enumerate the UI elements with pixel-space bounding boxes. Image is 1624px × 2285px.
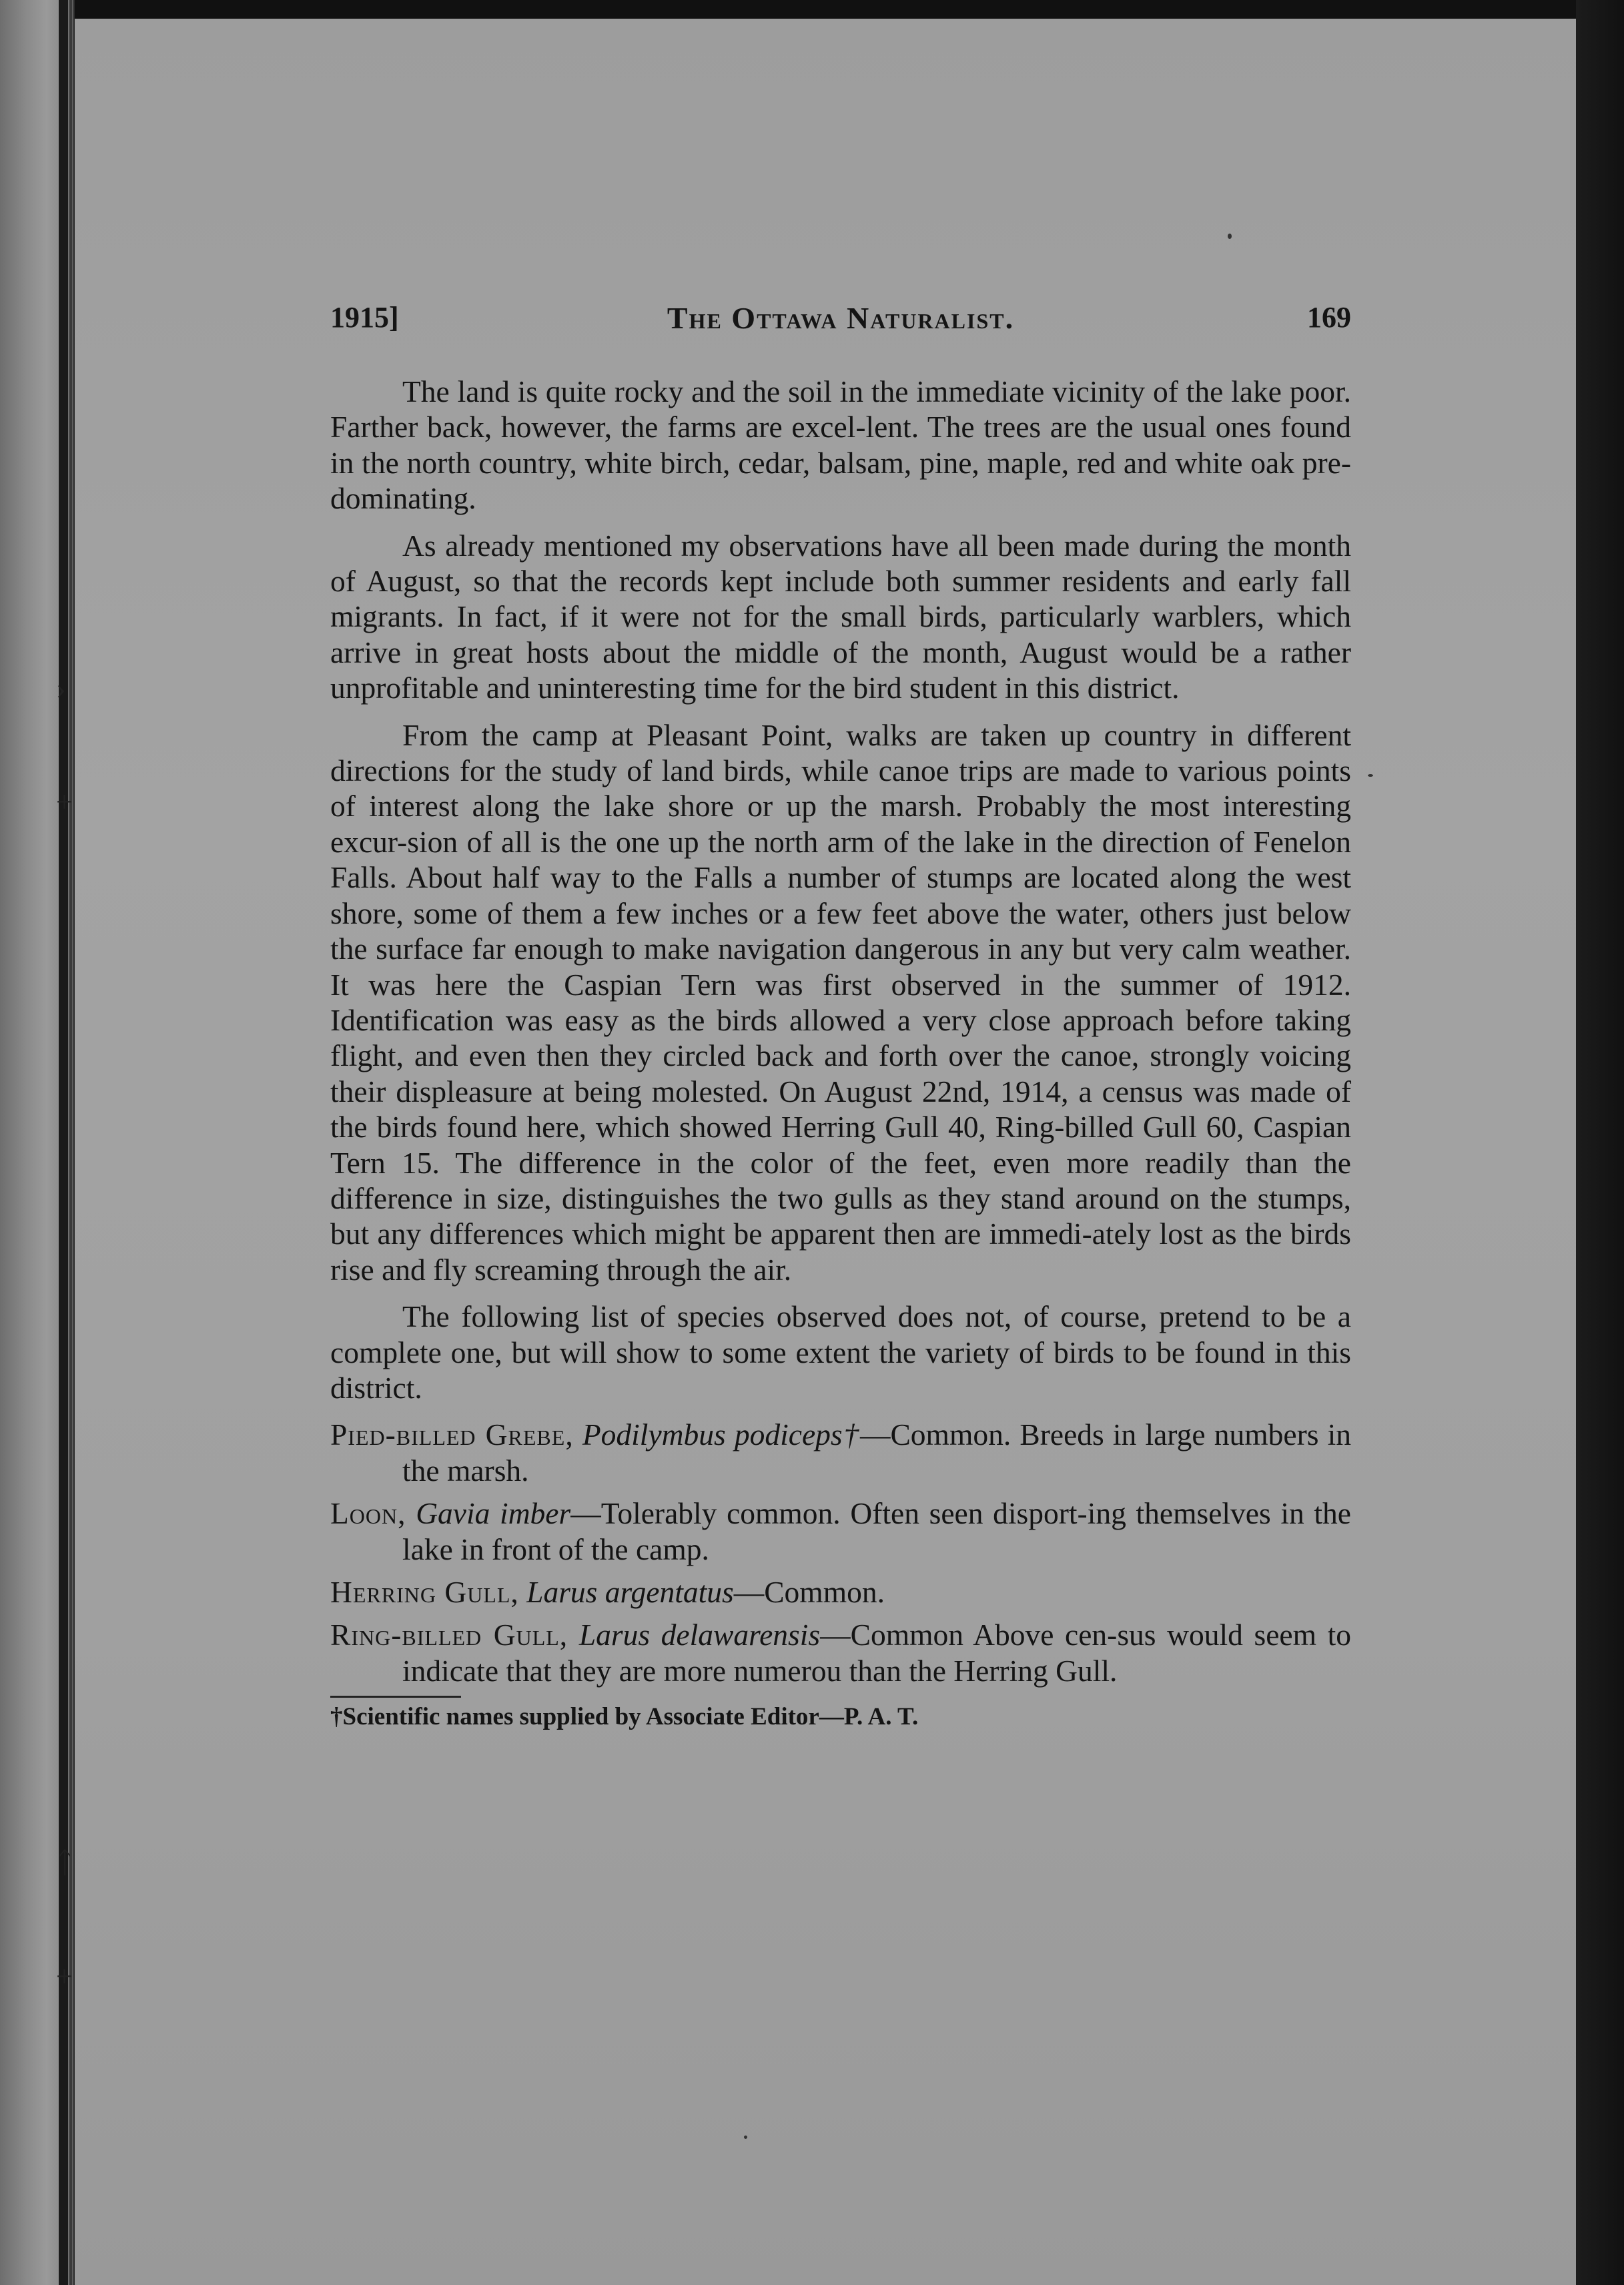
scan-speck (1228, 234, 1232, 239)
binding-stitch-mark: › (56, 672, 66, 705)
scan-border-right (1576, 0, 1624, 2285)
paragraph-land: The land is quite rocky and the soil in the immediate vicinity of the lake poor. Farther back, however, the farms are excel-lent. The trees are the usual ones found in the north country, white birch, cedar, balsam, pine, maple, red and white oak pre-dominating. (330, 374, 1351, 516)
species-scientific-name: Larus argentatus (526, 1575, 734, 1609)
running-header (330, 300, 1351, 340)
species-entry-loon (330, 1496, 1351, 1567)
footnote-rule (330, 1696, 461, 1698)
binding-thin-line (69, 0, 72, 2285)
species-entry-herring-gull (330, 1574, 1351, 1610)
binding-dark-line (59, 0, 68, 2285)
species-note: —Common. (733, 1575, 885, 1609)
species-common-name: Ring-billed Gull, (330, 1618, 568, 1652)
species-note: —Common Above cen-sus would seem to indicate that they are more numerou than the Herring Gull. (402, 1618, 1351, 1688)
species-common-name: Loon, (330, 1496, 406, 1531)
scan-border-top (75, 0, 1624, 19)
species-common-name: Pied-billed Grebe, (330, 1417, 574, 1452)
header-year: 1915] (330, 301, 399, 334)
page-number: 169 (1307, 301, 1351, 334)
binding-stitch-mark: + (56, 1960, 73, 1993)
species-note: —Tolerably common. Often seen disport-ing themselves in the lake in front of the camp. (402, 1496, 1352, 1566)
scan-speck (1368, 774, 1373, 777)
scan-speck (744, 2136, 747, 2139)
binding-stitch-mark: + (56, 785, 73, 818)
species-entry-ring-billed-gull (330, 1617, 1351, 1688)
species-scientific-name: Larus delawarensis (578, 1618, 821, 1652)
species-scientific-name: Gavia imber (416, 1496, 571, 1531)
journal-title: The Ottawa Naturalist. (667, 301, 1015, 335)
species-scientific-name: Podilymbus podiceps† (582, 1417, 860, 1452)
species-entry-pied-billed-grebe (330, 1417, 1351, 1488)
binding-stitch-mark: ᛏ (56, 1847, 74, 1879)
article-body (330, 374, 1351, 1732)
paragraph-observations: As already mentioned my observations have all been made during the month of August, so that the records kept include both summer residents and early fall migrants. In fact, if it were not for the small birds, particularly warblers, which arrive in great hosts about the middle of the month, August would be a rather unprofitable and uninteresting time for the bird student in this district. (330, 528, 1351, 705)
footnote: †Scientific names supplied by Associate Editor—P. A. T. (330, 1703, 919, 1731)
paragraph-camp-excursions: From the camp at Pleasant Point, walks are taken up country in different directions for the study of land birds, while canoe trips are made to various points of interest along the lake shore or up the marsh. Probably the most interesting excur-sion of all is the one up the north arm of the lake in the direction of Fenelon Falls. About half way to the Falls a number of stumps are located along the west shore, some of them a few inches or a few feet above the water, others just below the surface far enough to make navigation dangerous in any but very calm weather. It was here the Caspian Tern was first observed in the summer of 1912. Identification was easy as the birds allowed a very close approach before taking flight, and even then they circled back and forth over the canoe, strongly voicing their displeasure at being molested. On August 22nd, 1914, a census was made of the birds found here, which showed Herring Gull 40, Ring-billed Gull 60, Caspian Tern 15. The difference in the color of the feet, even more readily than the difference in size, distinguishes the two gulls as they stand around on the stumps, but any differences which might be apparent then are immedi-ately lost as the birds rise and fly screaming through the air. (330, 717, 1351, 1287)
species-common-name: Herring Gull, (330, 1575, 519, 1609)
species-note: —Common. Breeds in large numbers in the marsh. (402, 1417, 1351, 1488)
paragraph-species-intro: The following list of species observed does not, of course, pretend to be a complete one, but will show to some extent the variety of birds to be found in this district. (330, 1299, 1351, 1405)
